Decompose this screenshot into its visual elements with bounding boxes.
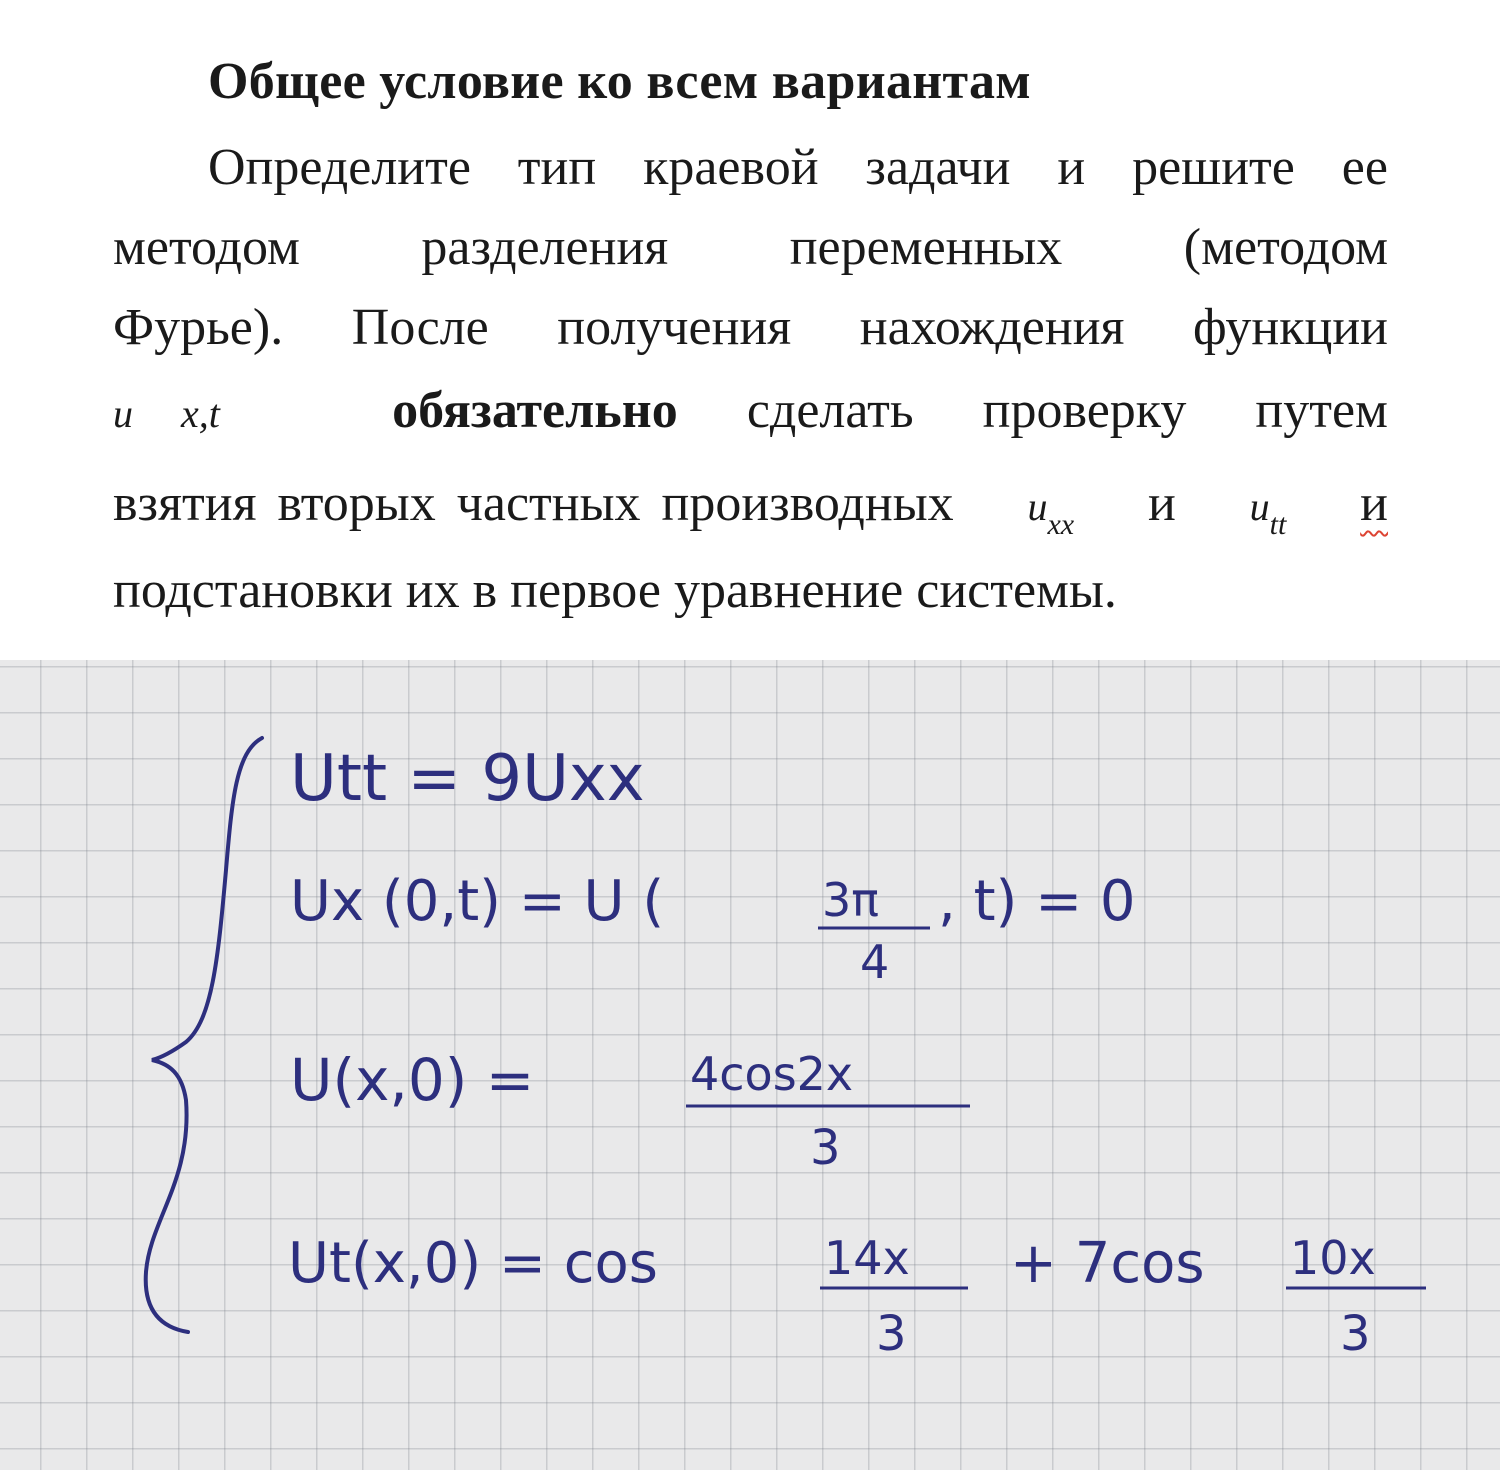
word: и [1057, 139, 1086, 196]
equation-4-mid: + 7cos [1010, 1231, 1205, 1296]
text-line-4 [113, 382, 1388, 439]
text: взятия вторых частных производных [113, 475, 954, 532]
word: Определите [208, 139, 471, 196]
formula-u-xt: u x,t [113, 391, 220, 436]
spellcheck-word: и [1360, 475, 1388, 532]
word: нахождения [859, 299, 1125, 356]
equation-2-right: , t) = 0 [938, 869, 1136, 934]
word: решите [1132, 139, 1295, 196]
word: функции [1193, 299, 1388, 356]
bold-word: обязательно [392, 382, 678, 439]
word: путем [1255, 382, 1388, 439]
formula-utt: $u_{tt}$ [1249, 484, 1287, 541]
handwritten-system [0, 660, 1500, 1470]
equation-1: Utt = 9Uxx [290, 742, 645, 816]
equation-4-left: Ut(x,0) = cos [288, 1231, 658, 1296]
word: разделения [421, 219, 669, 276]
text-line-3 [113, 299, 1388, 356]
word: краевой [643, 139, 819, 196]
word: ее [1341, 139, 1388, 196]
equation-2-num: 3π [822, 873, 879, 927]
word: (методом [1183, 219, 1388, 276]
word: проверку [982, 382, 1187, 439]
text-line-2 [113, 219, 1388, 276]
text-line-6: подстановки их в первое уравнение системы. [113, 562, 1117, 619]
equation-4-den1: 3 [876, 1306, 907, 1362]
word: и [1147, 475, 1176, 532]
equation-3-num: 4cos2x [690, 1047, 854, 1101]
equation-2-den: 4 [860, 935, 890, 989]
word: Фурье). [113, 299, 284, 356]
word: задачи [865, 139, 1011, 196]
notebook-photo [0, 660, 1500, 1470]
equation-3-left: U(x,0) = [290, 1046, 535, 1114]
word: сделать [746, 382, 914, 439]
word: получения [557, 299, 792, 356]
equation-2-left: Ux (0,t) = U ( [290, 869, 665, 934]
word: После [351, 299, 489, 356]
word: методом [113, 219, 300, 276]
word: переменных [789, 219, 1063, 276]
equation-4-den2: 3 [1340, 1306, 1371, 1362]
formula-uxx: $u_{xx}$ [1027, 484, 1075, 541]
equation-3-den: 3 [810, 1120, 841, 1176]
equation-4-num2: 10x [1290, 1231, 1376, 1285]
text-line-1 [208, 139, 1388, 196]
word: тип [517, 139, 597, 196]
equation-4-num1: 14x [824, 1231, 910, 1285]
printed-task [0, 0, 1500, 660]
system-brace [146, 738, 262, 1332]
text-line-5 [113, 475, 1388, 541]
task-title: Общее условие ко всем вариантам [208, 53, 1032, 110]
